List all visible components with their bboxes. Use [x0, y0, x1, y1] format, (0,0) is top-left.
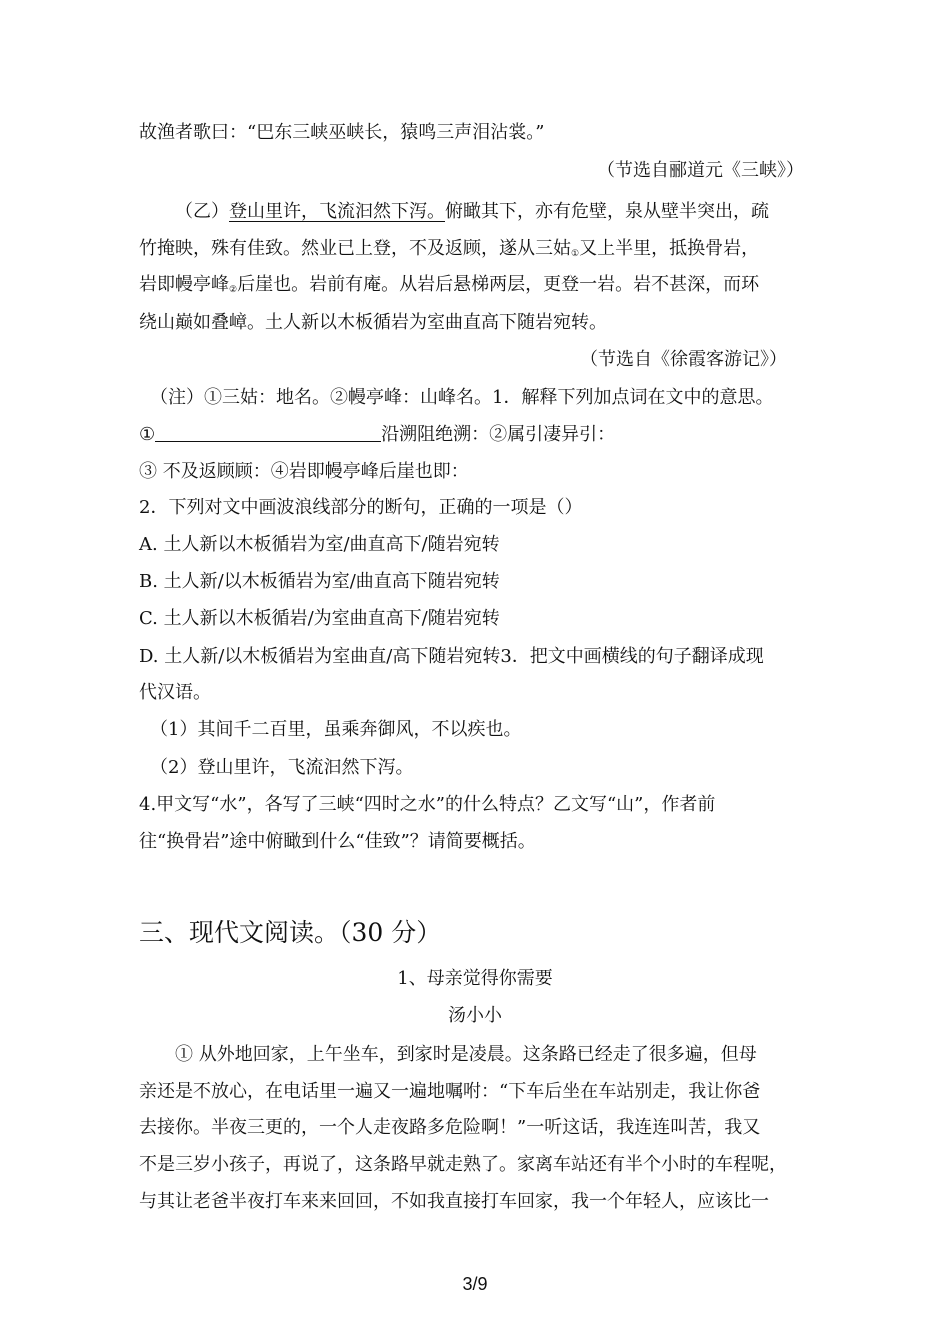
page-number: 3/9 [462, 1274, 488, 1294]
question-3-item-1: （1）其间千二百里，虽乘奔御风，不以疾也。 [150, 719, 522, 740]
jia-source: （节选自郦道元《三峡》） [597, 160, 804, 181]
question-4-line-2: 往“换骨岩”途中俯瞰到什么“佳致”？请简要概括。 [139, 831, 536, 852]
section-3-title: 三、现代文阅读。（30 分） [139, 918, 442, 947]
yi-label: （乙） [175, 201, 229, 222]
article-author: 汤小小 [448, 1005, 502, 1026]
yi-paragraph-line-1: （乙）登山里许，飞流汩然下泻。俯瞰其下，亦有危壁，泉从壁半突出，疏 [175, 201, 769, 222]
article-line-1: ① 从外地回家，上午坐车，到家时是凌晨。这条路已经走了很多遍，但母 [175, 1044, 757, 1065]
question-3-continued: 代汉语。 [139, 682, 211, 703]
question-3-item-2: （2）登山里许，飞流汩然下泻。 [150, 757, 414, 778]
footnote-mark-2: ② [229, 285, 238, 295]
question-1-line-2: ③ 不及返顾顾：④岩即幔亭峰后崖也即： [139, 461, 469, 482]
yi-paragraph-line-4: 绕山巅如叠嶂。土人新以木板循岩为室曲直高下随岩宛转。 [139, 312, 607, 333]
notes-line: （注）①三姑：地名。②幔亭峰：山峰名。1．解释下列加点词在文中的意思。 [150, 387, 774, 408]
article-line-2: 亲还是不放心，在电话里一遍又一遍地嘱咐：“下车后坐在车站别走，我让你爸 [139, 1081, 761, 1102]
question-4-line-1: 4.甲文写“水”，各写了三峡“四时之水”的什么特点？乙文写“山”，作者前 [139, 794, 716, 815]
jia-text-end: 故渔者歌曰：“巴东三峡巫峡长，猿鸣三声泪沾裳。” [139, 122, 545, 143]
footnote-mark-1: ① [571, 249, 580, 259]
yi-paragraph-line-3: 岩即幔亭峰$_②$后崖也。岩前有庵。从岩后悬梯两层，更登一岩。岩不甚深，而环 [139, 274, 760, 295]
article-title: 1、母亲觉得你需要 [397, 968, 553, 989]
option-d: D. 土人新/以木板循岩为室曲直/高下随岩宛转3．把文中画横线的句子翻译成现 [139, 646, 764, 667]
article-line-3: 去接你。半夜三更的，一个人走夜路多危险啊！”一听这话，我连连叫苦，我又 [139, 1117, 761, 1138]
question-1-line-1: ① 沿溯阻绝溯：②属引凄异引： [139, 424, 616, 445]
option-a: A. 土人新以木板循岩为室/曲直高下/随岩宛转 [139, 534, 500, 555]
question-2: 2．下列对文中画波浪线部分的断句，正确的一项是（） [139, 497, 583, 518]
yi-source: （节选自《徐霞客游记》） [580, 349, 787, 370]
article-line-5: 与其让老爸半夜打车来来回回，不如我直接打车回家，我一个年轻人，应该比一 [139, 1191, 769, 1212]
yi-paragraph-line-2: 竹掩映，殊有佳致。然业已上登，不及返顾，遂从三姑$_①$又上半里，抵换骨岩， [139, 238, 760, 259]
answer-blank[interactable] [155, 423, 381, 442]
underlined-sentence: 登山里许，飞流汩然下泻。 [229, 201, 445, 222]
article-line-4: 不是三岁小孩子，再说了，这条路早就走熟了。家离车站还有半个小时的车程呢， [139, 1154, 787, 1175]
option-b: B. 土人新/以木板循岩为室/曲直高下随岩宛转 [139, 571, 500, 592]
option-c: C. 土人新以木板循岩/为室曲直高下/随岩宛转 [139, 608, 500, 629]
